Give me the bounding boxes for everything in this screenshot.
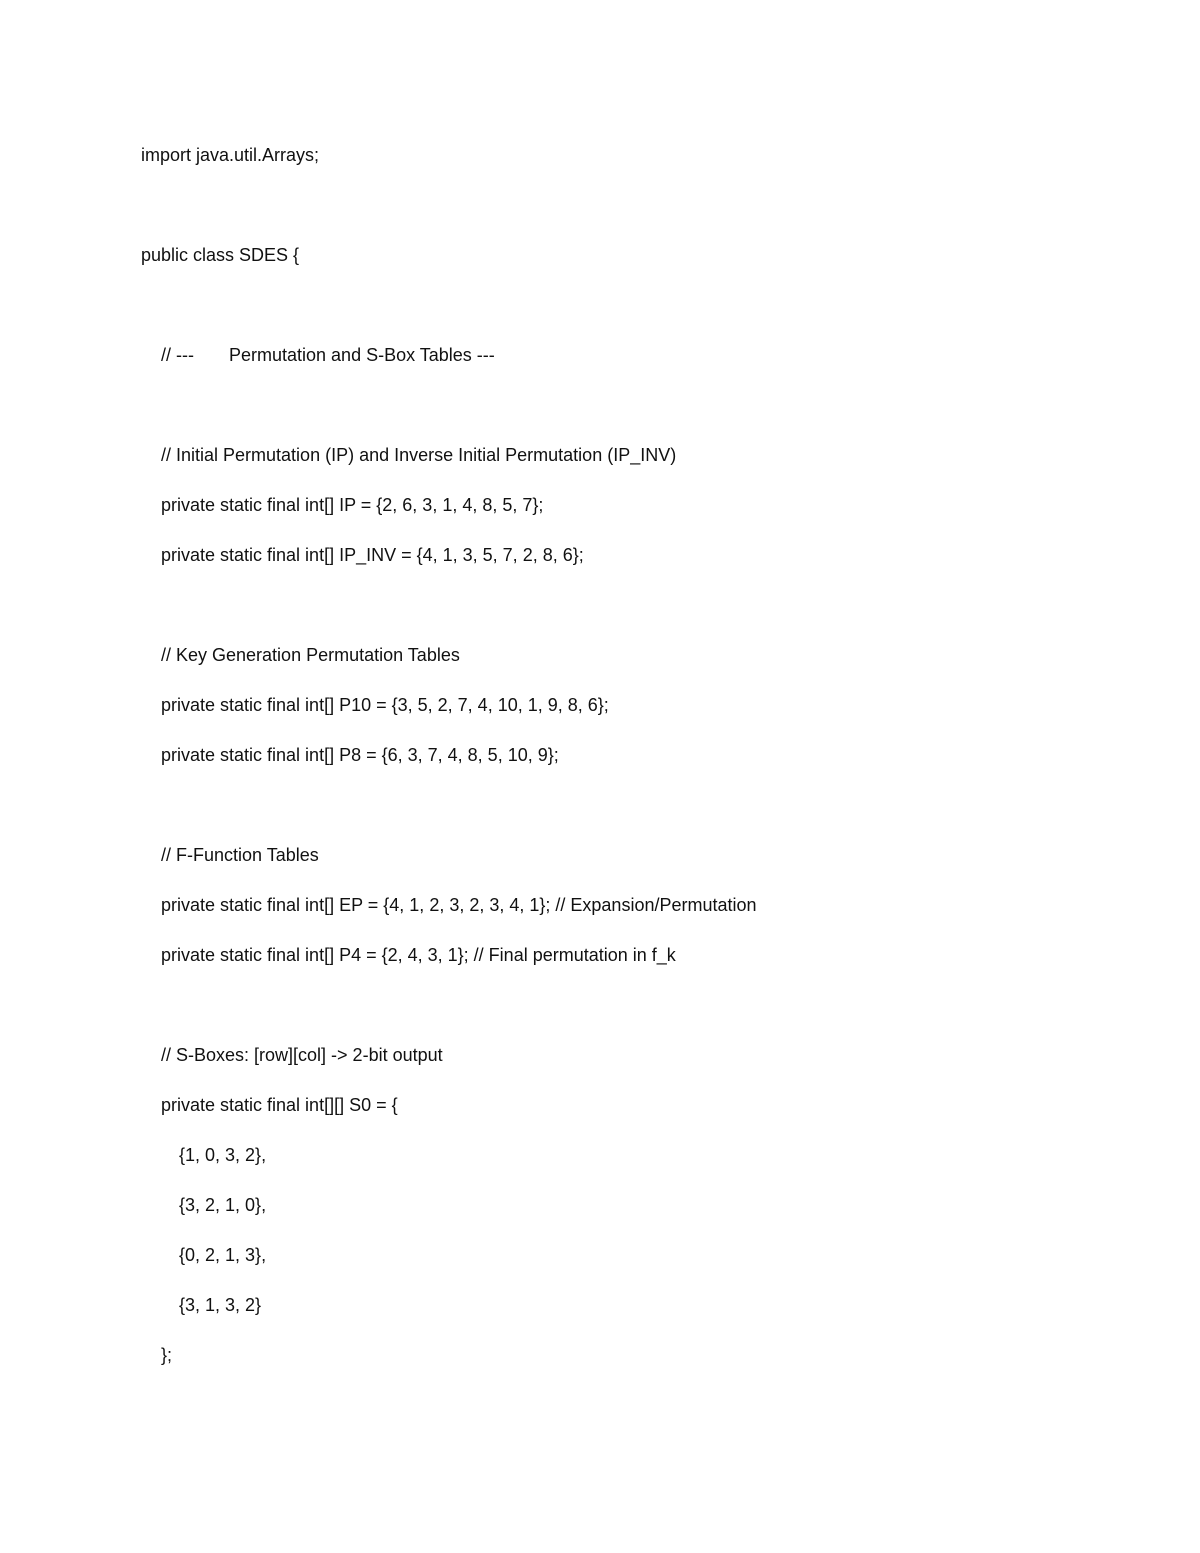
code-line-s0-row-1: {1, 0, 3, 2}, [179, 1145, 267, 1165]
code-line-s0-row-3: {0, 2, 1, 3}, [179, 1245, 267, 1265]
code-comment-ip: // Initial Permutation (IP) and Inverse Initial Permutation (IP_INV) [161, 445, 677, 465]
code-line-s0-row-2: {3, 2, 1, 0}, [179, 1195, 267, 1215]
code-comment-s-boxes: // S-Boxes: [row][col] -> 2-bit output [161, 1045, 443, 1065]
code-line-s0-closing: }; [161, 1345, 173, 1365]
code-line-s0-declaration: private static final int[][] S0 = { [161, 1095, 398, 1115]
code-line-class-declaration: public class SDES { [141, 245, 300, 265]
code-line-ip: private static final int[] IP = {2, 6, 3, 1, 4, 8, 5, 7}; [161, 495, 544, 515]
code-comment-section-header: // --- Permutation and S-Box Tables --- [161, 345, 495, 365]
code-line-p10: private static final int[] P10 = {3, 5, 2, 7, 4, 10, 1, 9, 8, 6}; [161, 695, 609, 715]
code-comment-key-generation: // Key Generation Permutation Tables [161, 645, 460, 665]
code-line-ip-inv: private static final int[] IP_INV = {4, 1, 3, 5, 7, 2, 8, 6}; [161, 545, 584, 565]
code-line-p8: private static final int[] P8 = {6, 3, 7, 4, 8, 5, 10, 9}; [161, 745, 559, 765]
code-line-ep: private static final int[] EP = {4, 1, 2, 3, 2, 3, 4, 1}; // Expansion/Permutation [161, 895, 757, 915]
code-line-import: import java.util.Arrays; [141, 145, 320, 165]
code-comment-f-function: // F-Function Tables [161, 845, 319, 865]
code-line-p4: private static final int[] P4 = {2, 4, 3, 1}; // Final permutation in f_k [161, 945, 676, 965]
code-line-s0-row-4: {3, 1, 3, 2} [179, 1295, 262, 1315]
